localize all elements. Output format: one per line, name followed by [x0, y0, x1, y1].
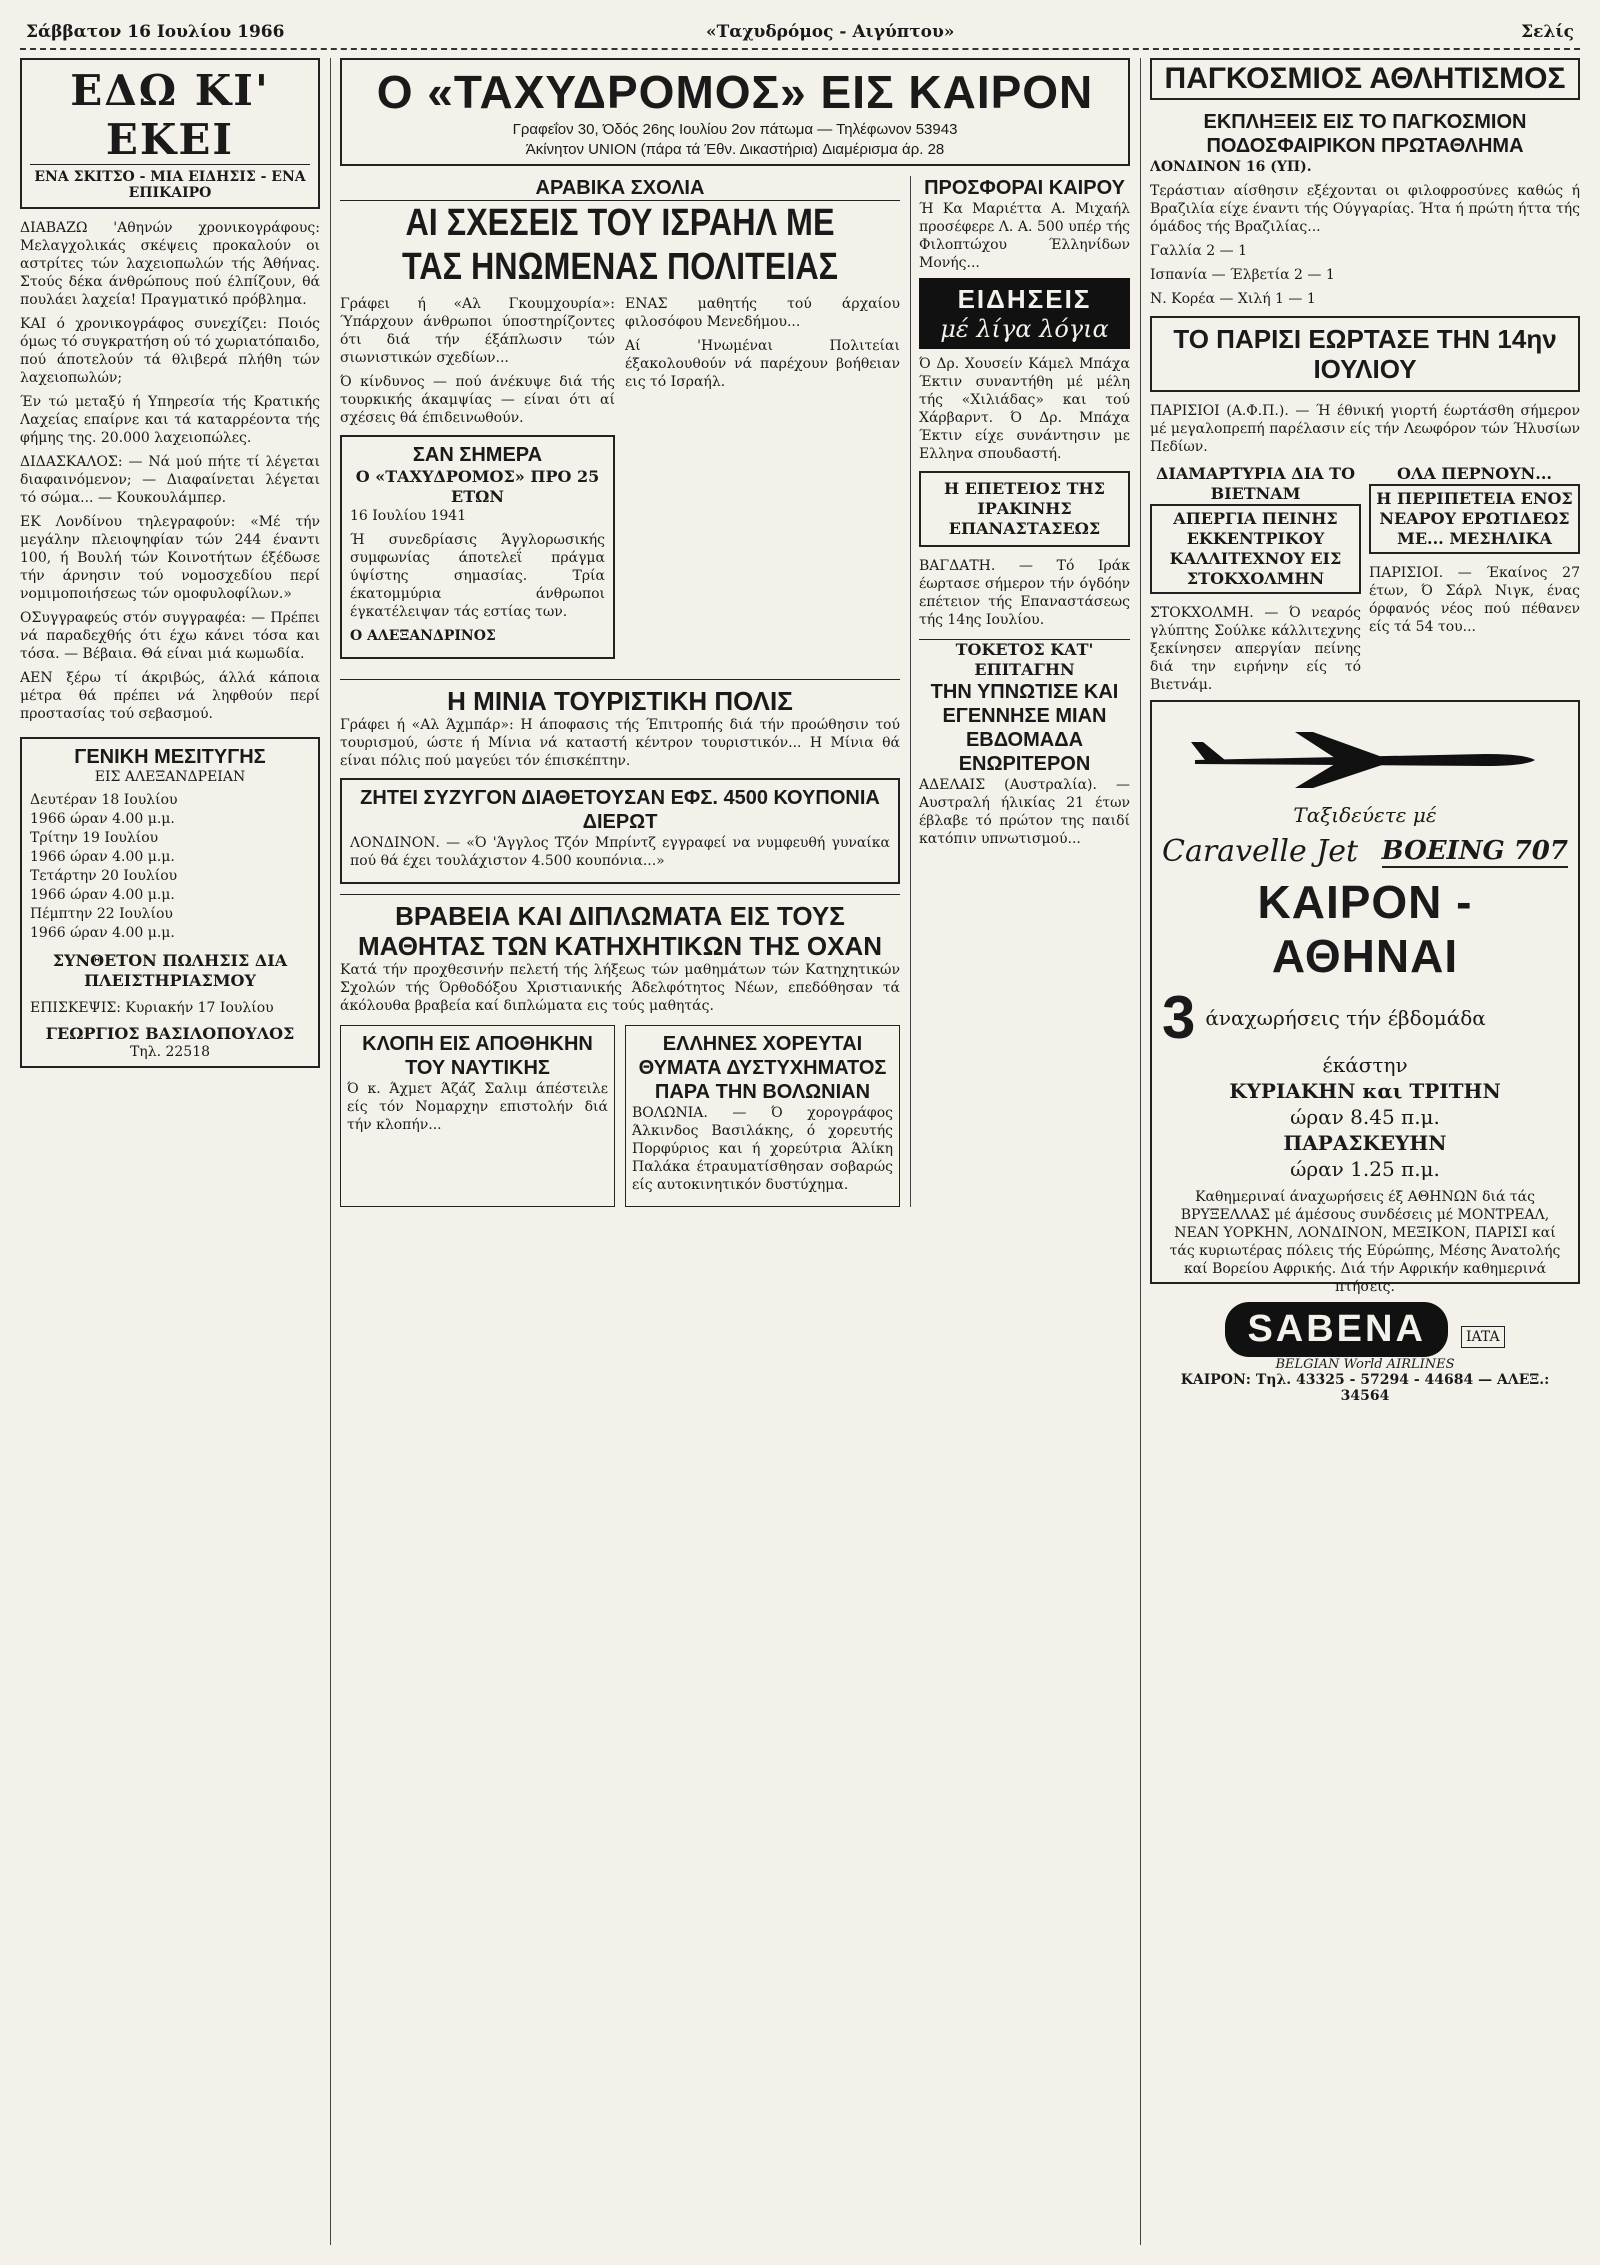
- column-4: [1150, 58, 1580, 2245]
- boeing-logo: BOEING 707: [1381, 835, 1568, 866]
- masthead-address: Γραφεΐον 30, Όδός 26ης Ιουλίου 2ον πάτωμα — Τηλέφωνον 53943: [512, 121, 958, 138]
- auction-line: 1966 ώραν 4.00 μ.μ.: [30, 887, 175, 903]
- iata-badge: IATA: [1461, 1326, 1505, 1348]
- center-section: [340, 58, 1130, 2245]
- vietnam-box: [1150, 504, 1361, 594]
- auction-line: Δευτέραν 18 Ιουλίου: [30, 792, 178, 808]
- sports-title-box: [1150, 58, 1580, 100]
- paragraph: Αί 'Ηνωμέναι Πολιτείαι έξακολουθούν νά παρέχουν βοήθειαν εις τό Ισραήλ.: [625, 338, 900, 390]
- column-1: [20, 58, 320, 2245]
- sports-dateline: ΛΟΝΔΙΝΟΝ 16 (ΥΠ).: [1150, 159, 1312, 175]
- revolution-box: [919, 471, 1130, 547]
- airline-lead: Ταξιδεύετε μέ: [1293, 803, 1437, 827]
- awards-headline: ΒΡΑΒΕΙΑ ΚΑΙ ΔΙΠΛΩΜΑΤΑ ΕΙΣ ΤΟΥΣ ΜΑΘΗΤΑΣ ΤΩΝ ΚΑΤΗΧΗΤΙΚΩΝ ΤΗΣ ΟΧΑΝ: [340, 894, 900, 961]
- masthead: [340, 58, 1130, 166]
- paragraph: ΕΝΑΣ μαθητής τού άρχαίου φιλοσόφου Μενεδήμου...: [625, 296, 900, 330]
- column-title-box: [20, 58, 320, 209]
- result-line: Ισπανία — Έλβετία 2 — 1: [1150, 267, 1335, 283]
- vietnam-headline: ΑΠΕΡΓΙΑ ΠΕΙΝΗΣ ΕΚΚΕΝΤΡΙΚΟΥ ΚΑΛΛΙΤΕΧΝΟΥ ΕΙΣ ΣΤΟΚΧΟΛΜΗΝ: [1169, 509, 1342, 588]
- paragraph: Έν τώ μεταξύ ή Υπηρεσία τής Κρατικής Λαχείας επαίρνε και τά καταρρέοντα τής φήμης της. 20.000 λαχειοπώλες.: [20, 394, 320, 446]
- auction-phone: Τηλ. 22518: [129, 1044, 211, 1060]
- masthead-title: Ο «ΤΑΧΥΔΡΟΜΟΣ» ΕΙΣ ΚΑΙΡΟΝ: [376, 66, 1094, 118]
- paragraph: ΑΕΝ ξέρω τί άκριβώς, άλλά κάποια μέτρα θά πρέπει νά ληφθούν περί προστασίας τού σεβασμού.: [20, 670, 320, 722]
- result-line: Ν. Κορέα — Χιλή 1 — 1: [1150, 291, 1316, 307]
- paris-body: ΠΑΡΙΣΙΟΙ (Α.Φ.Π.). — Ή έθνική γιορτή έωρτάσθη σήμερον μέ μεγαλοπρεπή παρέλασιν είς τήν Λεωφόρον τών Ήλυσίων Πεδίων.: [1150, 403, 1580, 455]
- time-1: ώραν 8.45 π.μ.: [1290, 1105, 1440, 1129]
- tourist-body: Γράφει ή «Αλ Άχμπάρ»: Η άποφασις τής Έπιτροπής διά τήν προώθησιν τού τουρισμού, ώστε ή Μίνια νά καταστή κέντρον τουριστικόν... Η Μίνια θά είναι πόλις πού μαγεύει τόν έπισκέπτην.: [340, 717, 900, 769]
- bottom-stories: [340, 1025, 900, 1207]
- dancers-body: ΒΟΛΩΝΙΑ. — Ό χορογράφος Άλκινδος Βασιλάκης, ό χορευτής Πορφύριος και ή χορεύτρια Άλίκη Παλάκα έτραυματίσθησαν σοβαρώς είς αυτοκινητικόν δυστύχημα.: [632, 1105, 893, 1193]
- article-col: [625, 295, 900, 669]
- auction-location: ΕΙΣ ΑΛΕΞΑΝΔΡΕΙΑΝ: [94, 769, 246, 785]
- page-header: [20, 18, 1580, 50]
- days-label: ΚΥΡΙΑΚΗΝ και ΤΡΙΤΗΝ: [1229, 1079, 1501, 1103]
- anniversary-box: [340, 435, 615, 659]
- birth-kicker: ΤΟΚΕΤΟΣ ΚΑΤ' ΕΠΙΤΑΓΗΝ: [919, 639, 1130, 680]
- offers-body: Ή Κα Μαριέττα Α. Μιχαήλ προσέφερε Λ. Α. 500 υπέρ τής Φιλοπτώχου Έλληνίδων Μονής...: [919, 201, 1130, 271]
- dancers-headline: ΕΛΛΗΝΕΣ ΧΟΡΕΥΤΑΙ ΘΥΜΑΤΑ ΔΥΣΤΥΧΗΜΑΤΟΣ ΠΑΡΑ ΤΗΝ ΒΟΛΩΝΙΑΝ: [638, 1033, 887, 1103]
- passes-body: ΠΑΡΙΣΙΟΙ. — Έκαίνος 27 έτων, Ό Σάρλ Νιγκ, ένας όρφανός νέος πού πέθανεν είς τά 54 του...: [1369, 565, 1580, 635]
- header-date: Σάββατον 16 Ιουλίου 1966: [20, 22, 290, 42]
- paragraph: ΔΙΔΑΣΚΑΛΟΣ: — Νά μού πήτε τί λέγεται διαφαινόμενον; — Διαφαίνεται λέγεται τό σώμα... — Κουκουλάμπερ.: [20, 454, 320, 506]
- column-subtitle: ΕΝΑ ΣΚΙΤΣΟ - ΜΙΑ ΕΙΔΗΣΙΣ - ΕΝΑ ΕΠΙΚΑΙΡΟ: [30, 164, 310, 201]
- header-center: «Ταχυδρόμος - Αιγύπτου»: [700, 22, 960, 42]
- column-title: ΕΔΩ ΚΙ' ΕΚΕΙ: [70, 66, 270, 164]
- header-page: Σελίς: [1515, 22, 1580, 42]
- result-line: Γαλλία 2 — 1: [1150, 243, 1248, 259]
- sports-body: Τεράστιαν αίσθησιν εξέχονται οι φιλοφροσύνες καθώς ή Βραζιλία είχε έναντι τής Ούγγαρίας. Ήτα ή πρώτη ήττα τής όμάδος τής Βραζιλίας...: [1150, 183, 1580, 235]
- marriage-ad: [340, 778, 900, 884]
- awards-body: Κατά τήν προχθεσινήν πελετή τής λήξεως τών μαθημάτων τών Κατηχητικών Σχολών τής Όρθοδόξου Χριστιανικής Άδελφότητος Νέων, επεδόθησαν τά άκόλουθα βραβεία καί διπλώματα εις τούς μαθητάς.: [340, 962, 900, 1014]
- sports-subtitle: ΕΚΠΛΗΞΕΙΣ ΕΙΣ ΤΟ ΠΑΓΚΟΣΜΙΟΝ ΠΟΔΟΣΦΑΙΡΙΚΟΝ ΠΡΩΤΑΘΛΗΜΑ: [1203, 111, 1527, 157]
- center-upper: [340, 176, 1130, 1207]
- revolution-headline: Η ΕΠΕΤΕΙΟΣ ΤΗΣ ΙΡΑΚΙΝΗΣ ΕΠΑΝΑΣΤΑΣΕΩΣ: [944, 479, 1105, 538]
- article-kicker: ΑΡΑΒΙΚΑ ΣΧΟΛΙΑ: [340, 176, 900, 201]
- passes-story: [1369, 464, 1580, 700]
- masthead-location: Άκίνητον UNION (πάρα τά Έθν. Δικαστήρια) Διαμέρισμα άρ. 28: [525, 141, 945, 158]
- time-2: ώραν 1.25 π.μ.: [1290, 1157, 1440, 1181]
- vietnam-kicker: ΔΙΑΜΑΡΤΥΡΙΑ ΔΙΑ ΤΟ ΒΙΕΤΝΑΜ: [1155, 464, 1356, 503]
- offers-title: ΠΡΟΣΦΟΡΑΙ ΚΑΙΡΟΥ: [924, 177, 1125, 199]
- column-rule: [1140, 58, 1141, 2245]
- departures-row: [1162, 983, 1568, 1052]
- each-label: έκάστην: [1322, 1053, 1408, 1077]
- paris-headline: ΤΟ ΠΑΡΙΣΙ ΕΩΡΤΑΣΕ ΤΗΝ 14ην ΙΟΥΛΙΟΥ: [1173, 324, 1557, 384]
- tourist-headline: Η ΜΙΝΙΑ ΤΟΥΡΙΣΤΙΚΗ ΠΟΛΙΣ: [340, 679, 900, 716]
- article-body: [340, 295, 900, 669]
- auction-line: 1966 ώραν 4.00 μ.μ.: [30, 849, 175, 865]
- route-title: ΚΑΙΡΟΝ - ΑΘΗΝΑΙ: [1257, 876, 1473, 982]
- marriage-body: ΛΟΝΔΙΝΟΝ. — «Ό 'Άγγλος Τζόν Μπρίντζ εγγραφεί να νυμφευθή γυναίκα πού θά έχει τουλάχιστον 4.500 κουπόνια...»: [350, 835, 890, 869]
- col4-split: [1150, 464, 1580, 700]
- anniversary-body: Ή συνεδρίασις Άγγλορωσικής συμφωνίας άποτελεΐ πράγμα ύψίστης σημασίας. Τρία έκατομμύρια άνθρωποι έγκατέλειψαν τάς εστίας των.: [350, 532, 605, 620]
- departures-count: 3: [1162, 984, 1196, 1051]
- auction-visit: ΕΠΙΣΚΕΨΙΣ: Κυριακήν 17 Ιουλίου: [30, 1000, 274, 1016]
- anniversary-subtitle: Ο «ΤΑΧΥΔΡΟΜΟΣ» ΠΡΟ 25 ΕΤΩΝ: [355, 467, 600, 506]
- revolution-body: ΒΑΓΔΑΤΗ. — Τό Ιράκ έωρτασε σήμερον τήν όγδόην επέτειον τής Επαναστάσεως τής 14ης Ιουλίου.: [919, 558, 1130, 628]
- auction-line: 1966 ώραν 4.00 μ.μ.: [30, 925, 175, 941]
- birth-body: ΑΔΕΛΑΙΣ (Αυστραλία). — Αυστραλή ήλικίας 21 έτων έβλαβε τό πρώτον της παιδί κατόπιν υπνωτισμού...: [919, 777, 1130, 847]
- theft-headline: ΚΛΟΠΗ ΕΙΣ ΑΠΟΘΗΚΗΝ ΤΟΥ ΝΑΥΤΙΚΗΣ: [362, 1033, 593, 1079]
- article-headline: ΑΙ ΣΧΕΣΕΙΣ ΤΟΥ ΙΣΡΑΗΛ ΜΕ ΤΑΣ ΗΝΩΜΕΝΑΣ ΠΟΛΙΤΕΙΑΣ: [401, 202, 839, 288]
- theft-body: Ό κ. Άχμετ Άζάζ Σαλιμ άπέστειλε είς τόν Νομαρχην επιστολήν διά τήν κλοπήν...: [347, 1081, 608, 1133]
- auction-line: Τρίτην 19 Ιουλίου: [30, 830, 159, 846]
- aircraft-logos: [1162, 834, 1568, 869]
- column-rule: [330, 58, 331, 2245]
- anniversary-signature: Ο ΑΛΕΞΑΝΔΡΙΝΟΣ: [350, 628, 496, 644]
- news-brief-title: ΕΙΔΗΣΕΙΣ: [957, 284, 1092, 314]
- auction-label: ΣΥΝΘΕΤΟΝ ΠΩΛΗΣΙΣ ΔΙΑ ΠΛΕΙΣΤΗΡΙΑΣΜΟΥ: [52, 951, 288, 990]
- paragraph: Ό κίνδυνος — πού άνέκυψε διά τής τουρκικής άκαμψίας — είναι ότι αί σχέσεις θά έπιδεινωθούν.: [340, 374, 615, 426]
- article-col: [340, 295, 615, 669]
- sabena-tagline: BELGIAN World AIRLINES: [1275, 1357, 1455, 1372]
- sports-title: ΠΑΓΚΟΣΜΙΟΣ ΑΘΛΗΤΙΣΜΟΣ: [1164, 62, 1566, 95]
- auction-ad: [20, 737, 320, 1068]
- vietnam-story: [1150, 464, 1361, 700]
- passes-kicker: ΟΛΑ ΠΕΡΝΟΥΝ...: [1397, 464, 1552, 483]
- news-brief-banner: [919, 278, 1130, 349]
- passes-box: [1369, 484, 1580, 554]
- auction-line: Πέμπτην 22 Ιουλίου: [30, 906, 173, 922]
- paragraph: ΚΑΙ ό χρονικογράφος συνεχίζει: Ποιός όμως τό συγκρατήση ού τό χωριατόπαιδο, πού άποτελούν τά θλιβερά πλήθη τών λαχειοπωλών;: [20, 316, 320, 386]
- daily-departures: Καθημεριναί άναχωρήσεις έξ ΑΘΗΝΩΝ διά τάς ΒΡΥΞΕΛΛΑΣ μέ άμέσους συνδέσεις μέ ΜΟΝΤΡΕΑΛ, ΝΕΑΝ ΥΟΡΚΗΝ, ΛΟΝΔΙΝΟΝ, ΜΕΞΙΚΟΝ, ΠΑΡΙΣΙ καί τάς κυριωτέρας πόλεις τής Εύρώπης, Μέσης Άνατολής καί Βορείου Αφρικής. Διά τήν Αφρικήν καθημερινά πτήσεις.: [1169, 1189, 1561, 1295]
- column-3: [910, 176, 1130, 1207]
- sabena-brand: [1162, 1302, 1568, 1357]
- sabena-phones: ΚΑΙΡΟΝ: Τηλ. 43325 - 57294 - 44684 — ΑΛΕΞ.: 34564: [1180, 1372, 1550, 1404]
- auction-line: Τετάρτην 20 Ιουλίου: [30, 868, 178, 884]
- auction-line: 1966 ώραν 4.00 μ.μ.: [30, 811, 175, 827]
- paragraph: Γράφει ή «Αλ Γκουμχουρία»: Ύπάρχουν άνθρωποι ύποστηρίζοντες ότι διά τήν έξάπλωσιν τών σιωνιστικών σχεδίων...: [340, 296, 615, 366]
- paragraph: ΕΚ Λονδίνου τηλεγραφούν: «Μέ τήν μεγάλην πλειοψηφίαν τών 244 έναντι 100, ή Βουλή τών Κοινοτήτων έξέδωσε τήν άρνησιν τού νομοσχεδίου περί νομιμοποιήσεως τών ομοφυλοφίλων.»: [20, 514, 320, 602]
- news-brief-body: Ό Δρ. Χουσείν Κάμελ Μπάχα Έκτιν συναντήθη μέ μέλη τής «Χιλιάδας» και τού Χάρβαρντ. Ό Δρ. Μπάχα Έκτιν είχε συνάντησιν με Ελληνα σπουδαστή.: [919, 356, 1130, 462]
- dancers-story: [625, 1025, 900, 1207]
- paragraph: ΟΣυγγραφεύς στόν συγγραφέα: — Πρέπει νά παραδεχθής ότι έχω κάνει τόσα και τόσα. — Βέβαια. Θά είναι μιά κωμωδία.: [20, 610, 320, 662]
- auction-title: ΓΕΝΙΚΗ ΜΕΣΙΤΥΓΗΣ: [74, 746, 266, 768]
- auction-agent: ΓΕΩΡΓΙΟΣ ΒΑΣΙΛΟΠΟΥΛΟΣ: [45, 1024, 295, 1043]
- caravelle-logo: Caravelle Jet: [1162, 834, 1359, 869]
- departures-text: άναχωρήσεις τήν έβδομάδα: [1205, 1005, 1486, 1030]
- sabena-logo: SABENA: [1225, 1302, 1447, 1357]
- anniversary-title: ΣΑΝ ΣΗΜΕΡΑ: [412, 444, 543, 466]
- vietnam-body: ΣΤΟΚΧΟΛΜΗ. — Ό νεαρός γλύπτης Σούλκε κάλλιτεχνης ξεκίνησεν απεργίαν πείνης διά την ειρήνην είς τό Βιετνάμ.: [1150, 605, 1361, 693]
- anniversary-date: 16 Ιουλίου 1941: [350, 508, 467, 524]
- passes-headline: Η ΠΕΡΙΠΕΤΕΙΑ ΕΝΟΣ ΝΕΑΡΟΥ ΕΡΩΤΙΔΕΩΣ ΜΕ... ΜΕΣΗΛΙΚΑ: [1376, 489, 1573, 548]
- news-brief-sub: μέ λίγα λόγια: [940, 315, 1109, 343]
- birth-headline: ΤΗΝ ΥΠΝΩΤΙΣΕ ΚΑΙ ΕΓΕΝΝΗΣΕ ΜΙΑΝ ΕΒΔΟΜΑΔΑ ΕΝΩΡΙΤΕΡΟΝ: [930, 681, 1119, 775]
- marriage-title: ΖΗΤΕΙ ΣΥΖΥΓΟΝ ΔΙΑΘΕΤΟΥΣΑΝ ΕΦΣ. 4500 ΚΟΥΠΟΝΙΑ ΔΙΕΡΩΤ: [360, 787, 880, 833]
- jet-plane-icon: [1185, 722, 1545, 792]
- airline-ad: [1150, 700, 1580, 1404]
- paragraph: ΔΙΑΒΑΖΩ 'Αθηνών χρονικογράφους: Μελαγχολικάς σκέψεις προκαλούν οι αστρίτες τών λαχειοπωλών τής Άθήνας. Στούς δέκα άνθρώπους πού έλπίζουν, θά πουλάει λαχεία! Πραγματικό πρόβλημα.: [20, 220, 320, 308]
- friday-label: ΠΑΡΑΣΚΕΥΗΝ: [1283, 1131, 1447, 1155]
- paris-box: [1150, 316, 1580, 392]
- arab-commentary: [340, 176, 900, 1207]
- theft-story: [340, 1025, 615, 1207]
